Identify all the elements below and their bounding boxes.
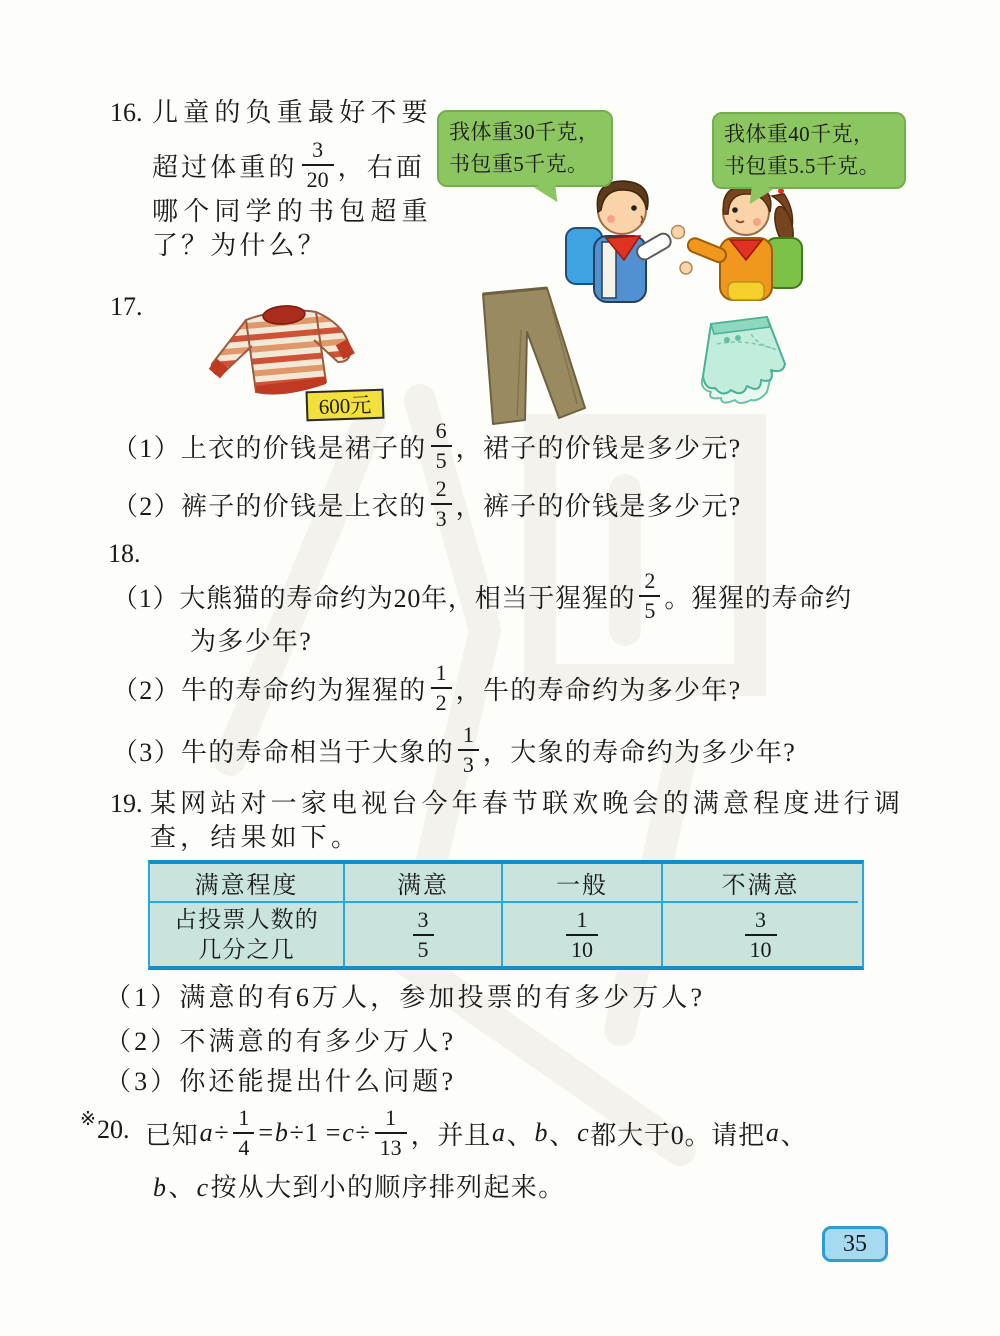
p18-q1-post: 。猩猩的寿命约 xyxy=(664,583,852,613)
p17-number-text: 17. xyxy=(110,292,143,321)
fraction-3-10 xyxy=(745,906,777,962)
fraction-1-13 xyxy=(375,1107,407,1159)
p20-line2 xyxy=(152,1172,565,1203)
table-header-text: 一般 xyxy=(556,873,608,899)
table-header-text: 满意 xyxy=(397,873,449,899)
p19-q3-text: （3）你还能提出什么问题? xyxy=(105,1067,457,1096)
enumeration-comma: 、 xyxy=(549,1120,577,1150)
p19-question3 xyxy=(105,1066,456,1097)
table-value-cell xyxy=(503,903,663,966)
p17-q2-post: ，裤子的价钱是多少元? xyxy=(455,491,742,521)
fraction-numerator: 1 xyxy=(462,722,474,747)
fraction-numerator: 2 xyxy=(644,568,656,593)
fraction-6-5 xyxy=(431,420,452,472)
fraction-numerator: 1 xyxy=(435,660,447,685)
p16-line2 xyxy=(152,138,425,192)
variable-c: c xyxy=(342,1118,355,1147)
p18-q2-post: ，牛的寿命约为多少年? xyxy=(455,675,742,705)
fraction-denominator: 20 xyxy=(302,164,334,191)
equals-sign: = xyxy=(258,1118,274,1147)
fraction-1-3 xyxy=(458,724,479,776)
p16-line4-text: 了？为什么？ xyxy=(152,231,327,260)
table-header-cell xyxy=(663,864,858,903)
survey-table xyxy=(148,860,864,970)
variable-a: a xyxy=(199,1118,214,1147)
p19-question2 xyxy=(105,1026,456,1057)
p18-q3-post: ，大象的寿命约为多少年? xyxy=(482,737,797,767)
page-number-text: 35 xyxy=(843,1230,867,1257)
variable-a: a xyxy=(491,1118,506,1147)
p20-known-text: 已知 xyxy=(145,1120,199,1150)
p19-q2-text: （2）不满意的有多少万人? xyxy=(105,1027,457,1056)
p17-q2-pre: （2）裤子的价钱是上衣的 xyxy=(112,491,427,521)
price-tag-text: 600元 xyxy=(318,393,372,419)
p20-star-text: ※ xyxy=(80,1109,96,1130)
p18-q3-pre: （3）牛的寿命相当于大象的 xyxy=(112,737,454,767)
p19-line2-text: 查，结果如下。 xyxy=(150,823,362,852)
p17-question2 xyxy=(112,476,741,532)
bubble-boy-line2: 书包重5千克。 xyxy=(449,151,589,176)
variable-c: c xyxy=(577,1118,590,1147)
fraction-denominator: 4 xyxy=(233,1132,254,1159)
table-value-cell xyxy=(345,903,503,966)
skirt-illustration xyxy=(683,312,798,409)
p17-question1 xyxy=(112,418,741,474)
p16-line1-text: 儿童的负重最好不要 xyxy=(152,98,433,127)
fraction-2-3 xyxy=(431,478,452,530)
fraction-numerator: 3 xyxy=(417,906,429,932)
divide-sign: ÷ xyxy=(355,1118,371,1147)
p20-star-marker xyxy=(80,1108,96,1131)
p18-q1-line2-text: 为多少年? xyxy=(190,627,313,656)
p17-number xyxy=(110,291,143,322)
p19-line1 xyxy=(150,788,904,819)
fraction-numerator: 6 xyxy=(435,418,447,443)
table-row-label-cell xyxy=(150,903,345,966)
fraction-denominator: 5 xyxy=(431,445,452,472)
boy-illustration xyxy=(566,181,685,302)
variable-b: b xyxy=(274,1118,289,1147)
fraction-1-4 xyxy=(233,1107,254,1159)
p19-line1-text: 某网站对一家电视台今年春节联欢晚会的满意程度进行调 xyxy=(150,789,905,818)
fraction-denominator: 3 xyxy=(458,749,479,776)
table-header-text: 满意程度 xyxy=(194,873,299,899)
p20-number xyxy=(97,1114,130,1145)
p18-question3 xyxy=(112,720,796,780)
variable-b: b xyxy=(153,1173,168,1202)
p16-number xyxy=(110,97,143,128)
fraction-denominator: 5 xyxy=(639,595,660,622)
p19-line2 xyxy=(150,822,361,853)
fraction-1-2 xyxy=(431,662,452,714)
price-tag xyxy=(306,389,385,422)
p20-line1 xyxy=(145,1102,807,1164)
p20-middle-expression: ÷1 = xyxy=(289,1118,342,1147)
table-header-cell xyxy=(345,864,503,903)
p16-line1 xyxy=(152,97,433,128)
divide-sign: ÷ xyxy=(214,1118,230,1147)
p17-q1-pre: （1）上衣的价钱是裙子的 xyxy=(112,433,427,463)
p18-q1-pre: （1）大熊猫的寿命约为20年，相当于猩猩的 xyxy=(112,583,636,613)
table-value-cell xyxy=(663,903,858,966)
table-row-label-line2: 几分之几 xyxy=(198,936,295,962)
table-header-cell xyxy=(503,864,663,903)
fraction-1-10 xyxy=(566,906,598,962)
variable-a: a xyxy=(765,1118,780,1147)
pants-illustration xyxy=(455,286,610,433)
p16-number-text: 16. xyxy=(110,98,143,127)
fraction-denominator: 2 xyxy=(431,687,452,714)
p19-number xyxy=(110,788,143,819)
p16-line2-pre: 超过体重的 xyxy=(152,152,298,182)
enumeration-comma: 、 xyxy=(506,1120,534,1150)
fraction-denominator: 5 xyxy=(413,934,434,961)
table-header-cell xyxy=(150,864,345,903)
fraction-numerator: 2 xyxy=(435,476,447,501)
p18-number-text: 18. xyxy=(108,539,141,568)
fraction-numerator: 1 xyxy=(238,1105,250,1130)
variable-c: c xyxy=(196,1173,210,1202)
bubble-girl-line1: 我体重40千克， xyxy=(724,122,875,146)
table-row-label-line1: 占投票人数的 xyxy=(174,906,319,932)
fraction-numerator: 3 xyxy=(755,906,766,932)
fraction-denominator: 10 xyxy=(566,934,598,961)
fraction-numerator: 1 xyxy=(385,1105,397,1130)
enumeration-comma: 、 xyxy=(780,1120,808,1150)
p16-line4 xyxy=(152,230,327,261)
speech-bubble-boy xyxy=(437,110,613,187)
p16-line3 xyxy=(152,196,433,227)
p18-number xyxy=(108,538,141,569)
variable-b: b xyxy=(534,1118,549,1147)
girl-illustration xyxy=(680,183,802,300)
p17-q1-post: ，裙子的价钱是多少元? xyxy=(455,433,742,463)
page-number-badge xyxy=(822,1226,888,1262)
p19-number-text: 19. xyxy=(110,789,143,818)
speech-bubble-girl xyxy=(712,112,906,189)
p19-question1 xyxy=(105,982,705,1013)
fraction-numerator: 1 xyxy=(576,906,588,932)
fraction-numerator: 3 xyxy=(312,137,324,162)
p19-q1-text: （1）满意的有6万人，参加投票的有多少万人? xyxy=(105,983,706,1012)
fraction-3-5 xyxy=(413,906,434,962)
fraction-3-20 xyxy=(302,139,334,191)
p16-line3-text: 哪个同学的书包超重 xyxy=(152,197,433,226)
table-header-text: 不满意 xyxy=(721,873,800,899)
p18-question2 xyxy=(112,658,741,718)
p20-number-text: 20. xyxy=(97,1115,130,1144)
fraction-denominator: 13 xyxy=(375,1132,407,1159)
p18-question1-line2 xyxy=(190,626,312,657)
p18-q2-pre: （2）牛的寿命约为猩猩的 xyxy=(112,675,427,705)
bubble-girl-line2: 书包重5.5千克。 xyxy=(724,153,881,178)
fraction-denominator: 10 xyxy=(745,934,777,961)
p20-line2-text: 按从大到小的顺序排列起来。 xyxy=(210,1173,566,1202)
enumeration-comma: 、 xyxy=(168,1173,196,1202)
p16-line2-post: ，右面 xyxy=(337,152,425,182)
fraction-denominator: 3 xyxy=(431,503,452,530)
p20-text-greater: 都大于0。请把 xyxy=(590,1120,765,1150)
p18-question1-line1 xyxy=(112,566,852,626)
p20-text-and: ，并且 xyxy=(410,1120,491,1150)
fraction-2-5 xyxy=(639,570,660,622)
bubble-boy-line1: 我体重30千克， xyxy=(449,120,600,144)
